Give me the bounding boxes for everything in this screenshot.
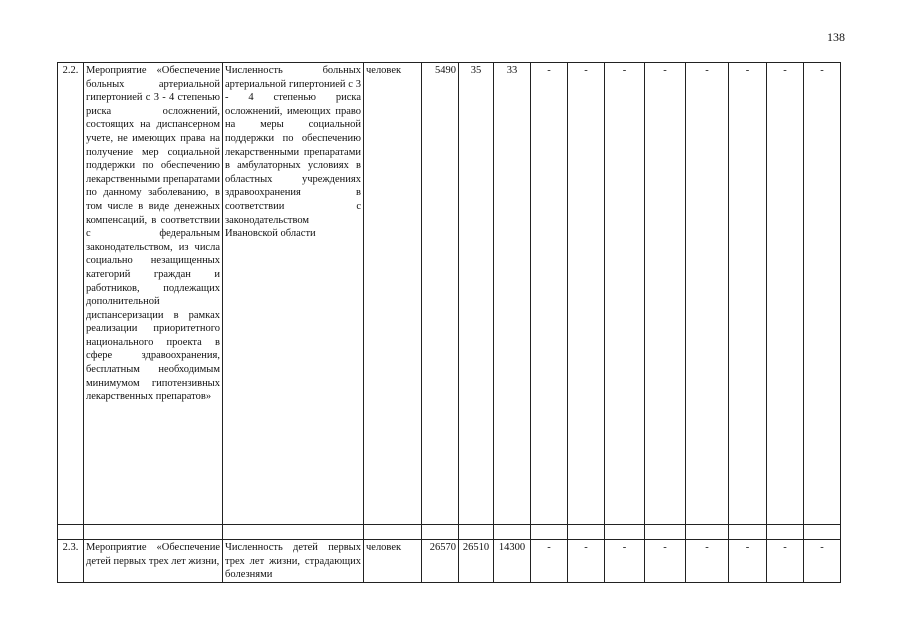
dash-cell: - xyxy=(645,63,686,525)
dash-cell: - xyxy=(568,63,605,525)
value-cell: 14300 xyxy=(494,540,531,583)
dash-cell: - xyxy=(605,63,645,525)
dash-cell: - xyxy=(729,540,767,583)
row-spacer xyxy=(58,525,841,540)
dash-cell: - xyxy=(531,540,568,583)
page-number: 138 xyxy=(827,30,845,44)
dash-cell: - xyxy=(804,540,841,583)
unit-cell: человек xyxy=(364,63,422,525)
table-row xyxy=(58,63,841,525)
row-number: 2.3. xyxy=(58,540,84,583)
value-cell: 35 xyxy=(459,63,494,525)
dash-cell: - xyxy=(605,540,645,583)
indicator-cell: Численность больных артериальной гипертонией с 3 - 4 степенью риска осложнений, имеющих право на меры социальной поддержки по обеспечению лекарственными препаратами в амбулаторных условиях в областных учреждениях здравоохранения в соответствии с законодательством Ивановской области xyxy=(223,63,364,525)
value-cell: 26510 xyxy=(459,540,494,583)
event-cell: Мероприятие «Обеспечение больных артериальной гипертонией с 3 - 4 степенью риска осложнений, состоящих на диспансерном учете, не имеющих права на получение мер социальной поддержки по обеспечению лекарственными препаратами по данному заболеванию, в том числе в виде денежных компенсаций, в соответствии с федеральным законодательством, из числа социально незащищенных категорий граждан и работников, подлежащих дополнительной диспансеризации в рамках реализации приоритетного национального проекта в сфере здравоохранения, бесплатным необходимым минимумом гипотензивных лекарственных препаратов» xyxy=(84,63,223,525)
dash-cell: - xyxy=(531,63,568,525)
event-cell: Мероприятие «Обеспечение детей первых трех лет жизни, xyxy=(84,540,223,583)
dash-cell: - xyxy=(568,540,605,583)
unit-cell: человек xyxy=(364,540,422,583)
value-cell: 5490 xyxy=(422,63,459,525)
row-number: 2.2. xyxy=(58,63,84,525)
value-cell: 33 xyxy=(494,63,531,525)
dash-cell: - xyxy=(767,63,804,525)
dash-cell: - xyxy=(729,63,767,525)
dash-cell: - xyxy=(645,540,686,583)
table-row xyxy=(58,540,841,583)
dash-cell: - xyxy=(804,63,841,525)
dash-cell: - xyxy=(686,540,729,583)
indicator-cell: Численность детей первых трех лет жизни, страдающих болезнями xyxy=(223,540,364,583)
program-table xyxy=(57,62,841,583)
value-cell: 26570 xyxy=(422,540,459,583)
dash-cell: - xyxy=(767,540,804,583)
dash-cell: - xyxy=(686,63,729,525)
